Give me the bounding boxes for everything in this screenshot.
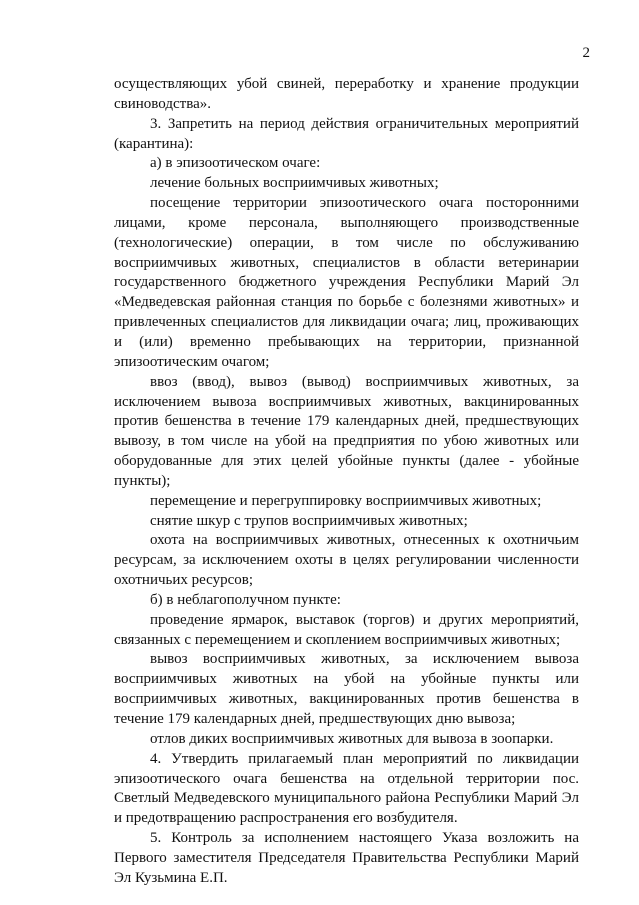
document-body	[114, 75, 579, 889]
paragraph-capture-ban: отлов диких восприимчивых животных для вывоза в зоопарки.	[150, 730, 554, 747]
page-number: 2	[582, 45, 590, 61]
paragraph-item-5: 5. Контроль за исполнением настоящего Указа возложить на Первого заместителя Председателя Правительства Республики Марий Эл Кузьмина Е.П.	[114, 830, 579, 886]
paragraph-treatment-ban: лечение больных восприимчивых животных;	[150, 175, 439, 192]
paragraph-import-export-ban: ввоз (ввод), вывоз (вывод) восприимчивых животных, за исключением вывоза восприимчивых животных, вакцинированных против бешенства в течение 179 календарных дней, предшествующих вывозу, в том числе на убой на предприятия по убою животных или оборудованные для этих целей убойные пункты (далее - убойные пункты);	[114, 373, 579, 489]
paragraph-hunting-ban: охота на восприимчивых животных, отнесенных к охотничьим ресурсам, за исключением охоты в целях регулировании численности охотничьих ресурсов;	[114, 532, 579, 589]
paragraph-skinning-ban: снятие шкур с трупов восприимчивых животных;	[150, 512, 468, 529]
paragraph-removal-ban: вывоз восприимчивых животных, за исключением вывоза восприимчивых животных на убой на убойные пункты или восприимчивых животных, вакцинированных против бешенства в течение 179 календарных дней, предшествующих дню вывоза;	[114, 651, 579, 727]
paragraph-item-4: 4. Утвердить прилагаемый план мероприятий по ликвидации эпизоотического очага бешенства на отдельной территории пос. Светлый Медведевского муниципального района Республики Марий Эл и предотвращению распространения его возбудителя.	[114, 750, 579, 827]
paragraph-continuation: осуществляющих убой свиней, переработку и хранение продукции свиноводства».	[114, 76, 579, 112]
paragraph-visit-ban: посещение территории эпизоотического очага посторонними лицами, кроме персонала, выполняющего производственные (технологические) операции, в том числе по обслуживанию восприимчивых животных, специалистов в области ветеринарии государственного бюджетного учреждения Республики Марий Эл «Медведевская районная станция по борьбе с болезнями животных» и привлеченных специалистов для ликвидации очага; лиц, проживающих и (или) временно пребывающих на территории, признанной эпизоотическим очагом;	[114, 195, 579, 370]
paragraph-fairs-ban: проведение ярмарок, выставок (торгов) и других мероприятий, связанных с перемещением и скоплением восприимчивых животных;	[114, 611, 579, 648]
paragraph-subitem-b: б) в неблагополучном пункте:	[150, 591, 341, 608]
paragraph-regrouping-ban: перемещение и перегруппировку восприимчивых животных;	[150, 492, 542, 509]
paragraph-subitem-a: а) в эпизоотическом очаге:	[150, 155, 321, 172]
paragraph-item-3: 3. Запретить на период действия ограничительных мероприятий (карантина):	[114, 115, 579, 152]
